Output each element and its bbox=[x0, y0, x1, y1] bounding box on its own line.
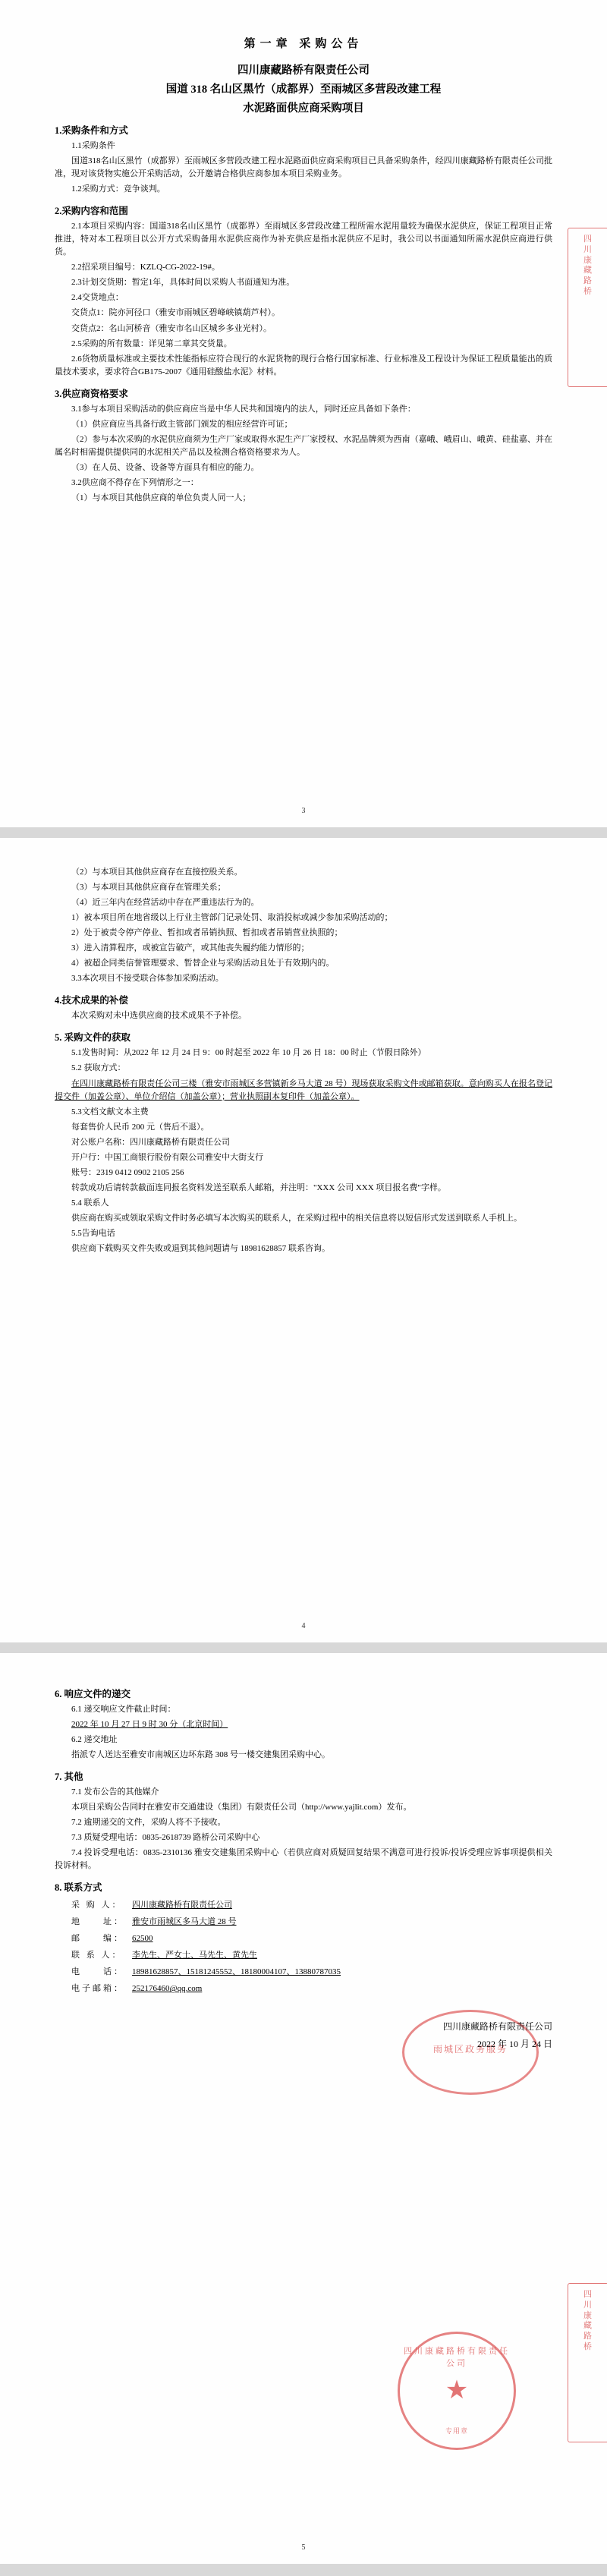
paragraph: 每套售价人民币 200 元（售后不退）。 bbox=[71, 1122, 209, 1132]
signature-company: 四川康藏路桥有限责任公司 bbox=[442, 2021, 552, 2033]
paragraph: 3.3本次项目不接受联合体参加采购活动。 bbox=[71, 974, 224, 984]
chapter-title: 第一章 采购公告 bbox=[244, 38, 363, 50]
section-heading-3: 3.供应商资格要求 bbox=[55, 388, 128, 399]
stamp-char: 路 bbox=[583, 2332, 593, 2341]
stamp-char: 康 bbox=[583, 2310, 593, 2320]
paragraph: 1）被本项目所在地省级以上行业主管部门记录处罚、取消投标或减少参加采购活动的； bbox=[71, 913, 393, 923]
section-heading-6: 6. 响应文件的递交 bbox=[55, 1689, 131, 1699]
contact-key: 电 话： bbox=[71, 1967, 124, 1977]
contact-row bbox=[71, 1930, 552, 1947]
paragraph: 账号：2319 0412 0902 2105 256 bbox=[71, 1167, 184, 1177]
paragraph: 5.5告询电话 bbox=[71, 1228, 115, 1238]
contact-key: 采 购 人： bbox=[71, 1901, 123, 1910]
paragraph: 指派专人送达至雅安市南城区边坏东路 308 号一楼交建集团采购中心。 bbox=[71, 1750, 330, 1760]
paragraph: 7.4 投诉受理电话：0835-2310136 雅安交建集团采购中心（若供应商对质疑回复结果不满意可进行投诉/投诉受理应诉事项提供相关投诉材料。 bbox=[55, 1848, 552, 1871]
paragraph: 5.2 获取方式： bbox=[71, 1063, 126, 1073]
paragraph: 5.1发售时间：从2022 年 12 月 24 日 9：00 时起至 2022 年 10 月 26 日 18：00 时止（节假日除外） bbox=[71, 1048, 426, 1058]
contact-key: 电子邮箱： bbox=[71, 1984, 124, 1994]
paragraph: 7.2 逾期递交的文件，采购人将不予接收。 bbox=[71, 1818, 226, 1828]
paragraph: 3）进入清算程序，或被宣告破产，或其他丧失履约能力情形的； bbox=[71, 943, 310, 953]
paragraph: 2）处于被责令停产停业、暂扣或者吊销执照、暂扣或者吊销营业执照的； bbox=[71, 928, 343, 938]
paragraph: 6.1 递交响应文件截止时间： bbox=[71, 1705, 176, 1714]
contact-value: 252176460@qq.com bbox=[132, 1984, 203, 1994]
section-heading-4: 4.技术成果的补偿 bbox=[55, 995, 128, 1006]
paragraph: （2）参与本次采购的水泥供应商须为生产厂家或取得水泥生产厂家授权、水泥品牌须为西南（嘉峨、峨眉山、峨黄、硅盐嘉、并在属名时相需提供提供同的水泥相关产品以及检测合格资格要求为人。 bbox=[55, 434, 552, 457]
contact-value: 18981628857、15181245552、18180004107、13880787035 bbox=[132, 1967, 341, 1977]
paragraph: 5.4 联系人 bbox=[71, 1198, 109, 1208]
paragraph: 1.2采购方式：竞争谈判。 bbox=[71, 184, 165, 194]
section-heading-2: 2.采购内容和范围 bbox=[55, 206, 128, 217]
paragraph: 4）被超企同类信誉管理要求、暂替企业与采购活动且处于有效期内的。 bbox=[71, 959, 335, 968]
section-heading-7: 7. 其他 bbox=[55, 1771, 83, 1783]
contact-value: 雅安市雨城区多马大道 28 号 bbox=[132, 1917, 237, 1927]
stamp-char: 四 bbox=[583, 2290, 593, 2299]
section-heading-1: 1.采购条件和方式 bbox=[55, 125, 128, 136]
company-side-stamp bbox=[568, 228, 607, 387]
section-heading-5: 5. 采购文件的获取 bbox=[55, 1032, 131, 1044]
stamp-char: 康 bbox=[583, 255, 593, 265]
paragraph: 5.3文档文献文本主费 bbox=[71, 1107, 149, 1116]
section-heading-8: 8. 联系方式 bbox=[55, 1882, 102, 1894]
document-page-2 bbox=[0, 838, 607, 1642]
paragraph: 7.3 质疑受理电话：0835-2618739 路桥公司采购中心 bbox=[71, 1833, 260, 1843]
stamp-bottom-text: 专用章 bbox=[445, 2427, 468, 2435]
contact-value: 李先生、严女士、马先生、黄先生 bbox=[132, 1951, 257, 1960]
paragraph: 2.4交货地点： bbox=[71, 293, 124, 303]
stamp-char: 桥 bbox=[583, 2341, 593, 2351]
stamp-char: 川 bbox=[583, 2300, 593, 2310]
signature-block bbox=[55, 2020, 552, 2050]
paragraph: 6.2 递交地址 bbox=[71, 1735, 118, 1745]
paragraph: 交货点2：名山河桥音（雅安市名山区城乡多业光村）。 bbox=[71, 323, 272, 333]
paragraph: 2.1本项目采购内容：国道318名山区黑竹（成都界）至雨城区多营段改建工程所需水泥用量较为确保水泥供应，保证工程项目正常推进，特对本工程项目以公开方式采购备用水泥供应商作为补充供应是指水泥供应不足时，我公司以书面通知所需水泥供应商进行供货。 bbox=[55, 222, 552, 257]
paragraph: （3）在人员、设备、设备等方面具有相应的能力。 bbox=[71, 462, 259, 472]
doc-title-line-1: 四川康藏路桥有限责任公司 bbox=[237, 65, 370, 77]
paragraph: 转款成功后请转款截面连同报名资料发送至联系人邮箱，并注明："XXX 公司 XXX 项目报名费"字样。 bbox=[71, 1183, 446, 1192]
contact-row bbox=[71, 1947, 552, 1963]
stamp-char: 川 bbox=[583, 244, 593, 254]
document-page-1 bbox=[0, 0, 607, 827]
stamp-char: 桥 bbox=[583, 286, 593, 296]
page-number: 5 bbox=[301, 2543, 306, 2552]
company-round-stamp bbox=[398, 2332, 516, 2450]
contact-key: 联 系 人： bbox=[71, 1951, 123, 1960]
stamp-char: 藏 bbox=[583, 266, 593, 276]
doc-title-line-2: 国道 318 名山区黑竹（成都界）至雨城区多营段改建工程 bbox=[165, 83, 442, 96]
paragraph: 2.6货物质量标准或主要技术性能指标应符合现行的水泥货物的现行合格行国家标准、行业标准及工程设计为保证工程质量能出的质量技术要求，要求符合GB175-2007《通用硅酸盐水泥》材料。 bbox=[55, 354, 552, 376]
contact-row bbox=[71, 1980, 552, 1997]
document-page-3 bbox=[0, 1653, 607, 2564]
deadline-value: 2022 年 10 月 27 日 9 时 30 分（北京时间） bbox=[71, 1720, 228, 1730]
paragraph-address: 在四川康藏路桥有限责任公司三楼（雅安市雨城区多营镇新乡马大道 28 号）现场获取采购文件或邮箱获取。意向购买人在报名登记提交件（加盖公章）、单位介绍信（加盖公章）；营业执照副本复印件（加盖公章）。 bbox=[55, 1079, 552, 1101]
stamp-char: 路 bbox=[583, 276, 593, 285]
stamp-top-text: 四川康藏路桥有限责任公司 bbox=[404, 2347, 510, 2368]
paragraph: 3.2供应商不得存在下列情形之一： bbox=[71, 477, 199, 487]
company-side-stamp bbox=[568, 2283, 607, 2442]
paragraph: 对公账户名称：四川康藏路桥有限责任公司 bbox=[71, 1137, 230, 1147]
paragraph: 国道318名山区黑竹（成都界）至雨城区多营段改建工程水泥路面供应商采购项目已具备采购条件，经四川康藏路桥有限责任公司批准，现对该货物实施公开采购活动，公开邀请合格供应商参加本项目采购业务。 bbox=[55, 156, 552, 179]
contact-key: 地 址： bbox=[71, 1917, 124, 1927]
contact-value: 62500 bbox=[132, 1934, 153, 1944]
contact-row bbox=[71, 1897, 552, 1913]
contact-table bbox=[71, 1897, 552, 1997]
paragraph: （1）供应商应当具备行政主管部门颁发的相应经营许可证； bbox=[71, 419, 293, 429]
paragraph: 1.1采购条件 bbox=[71, 141, 115, 150]
paragraph: 2.5采购的所有数量：详见第二章其交货量。 bbox=[71, 339, 232, 348]
contact-row bbox=[71, 1963, 552, 1980]
paragraph: 3.1参与本项目采购活动的供应商应当是中华人民共和国境内的法人，同时还应具备如下条件： bbox=[71, 404, 416, 414]
paragraph-with-link[interactable]: 本项目采购公告同时在雅安市交通建设（集团）有限责任公司（http://www.yajlit.com）发布。 bbox=[71, 1803, 412, 1812]
paragraph: （4）近三年内在经营活动中存在严重违法行为的。 bbox=[71, 898, 259, 908]
signature-date: 2022 年 10 月 24 日 bbox=[476, 2039, 552, 2050]
stamp-char: 藏 bbox=[583, 2321, 593, 2331]
service-oval-stamp: 雨城区政务服务 bbox=[402, 2010, 539, 2095]
star-icon: ★ bbox=[445, 2376, 469, 2404]
contact-key: 邮 编： bbox=[71, 1934, 124, 1944]
paragraph: 开户行：中国工商银行股份有限公司雅安中大街支行 bbox=[71, 1152, 263, 1162]
paragraph: 7.1 发布公告的其他媒介 bbox=[71, 1787, 159, 1797]
stamp-char: 四 bbox=[583, 235, 593, 244]
paragraph: 交货点1：院亦河径口（雅安市雨城区碧峰峡镇葫芦村）。 bbox=[71, 308, 280, 318]
doc-title-line-3: 水泥路面供应商采购项目 bbox=[243, 102, 364, 115]
paragraph: 供应商下载购买文件失败或退到其他问题请与 18981628857 联系咨询。 bbox=[71, 1244, 330, 1254]
paragraph: 本次采购对未中选供应商的技术成果不予补偿。 bbox=[71, 1011, 247, 1021]
paragraph: 2.3计划交货期：暂定1年，具体时间以采购人书面通知为准。 bbox=[71, 278, 295, 288]
paragraph: （3）与本项目其他供应商存在管理关系； bbox=[71, 883, 226, 893]
paragraph: （2）与本项目其他供应商存在直接控股关系。 bbox=[71, 868, 243, 877]
paragraph: 供应商在购买或领取采购文件时务必填写本次购买的联系人，在采购过程中的相关信息将以短信形式发送到联系人手机上。 bbox=[71, 1213, 522, 1223]
page-number: 4 bbox=[301, 1622, 306, 1630]
paragraph: （1）与本项目其他供应商的单位负责人同一人； bbox=[71, 493, 251, 502]
contact-value: 四川康藏路桥有限责任公司 bbox=[132, 1901, 232, 1910]
contact-row bbox=[71, 1913, 552, 1930]
paragraph: 2.2招采项目编号：KZLQ-CG-2022-19#。 bbox=[71, 263, 220, 272]
page-number: 3 bbox=[301, 807, 306, 815]
